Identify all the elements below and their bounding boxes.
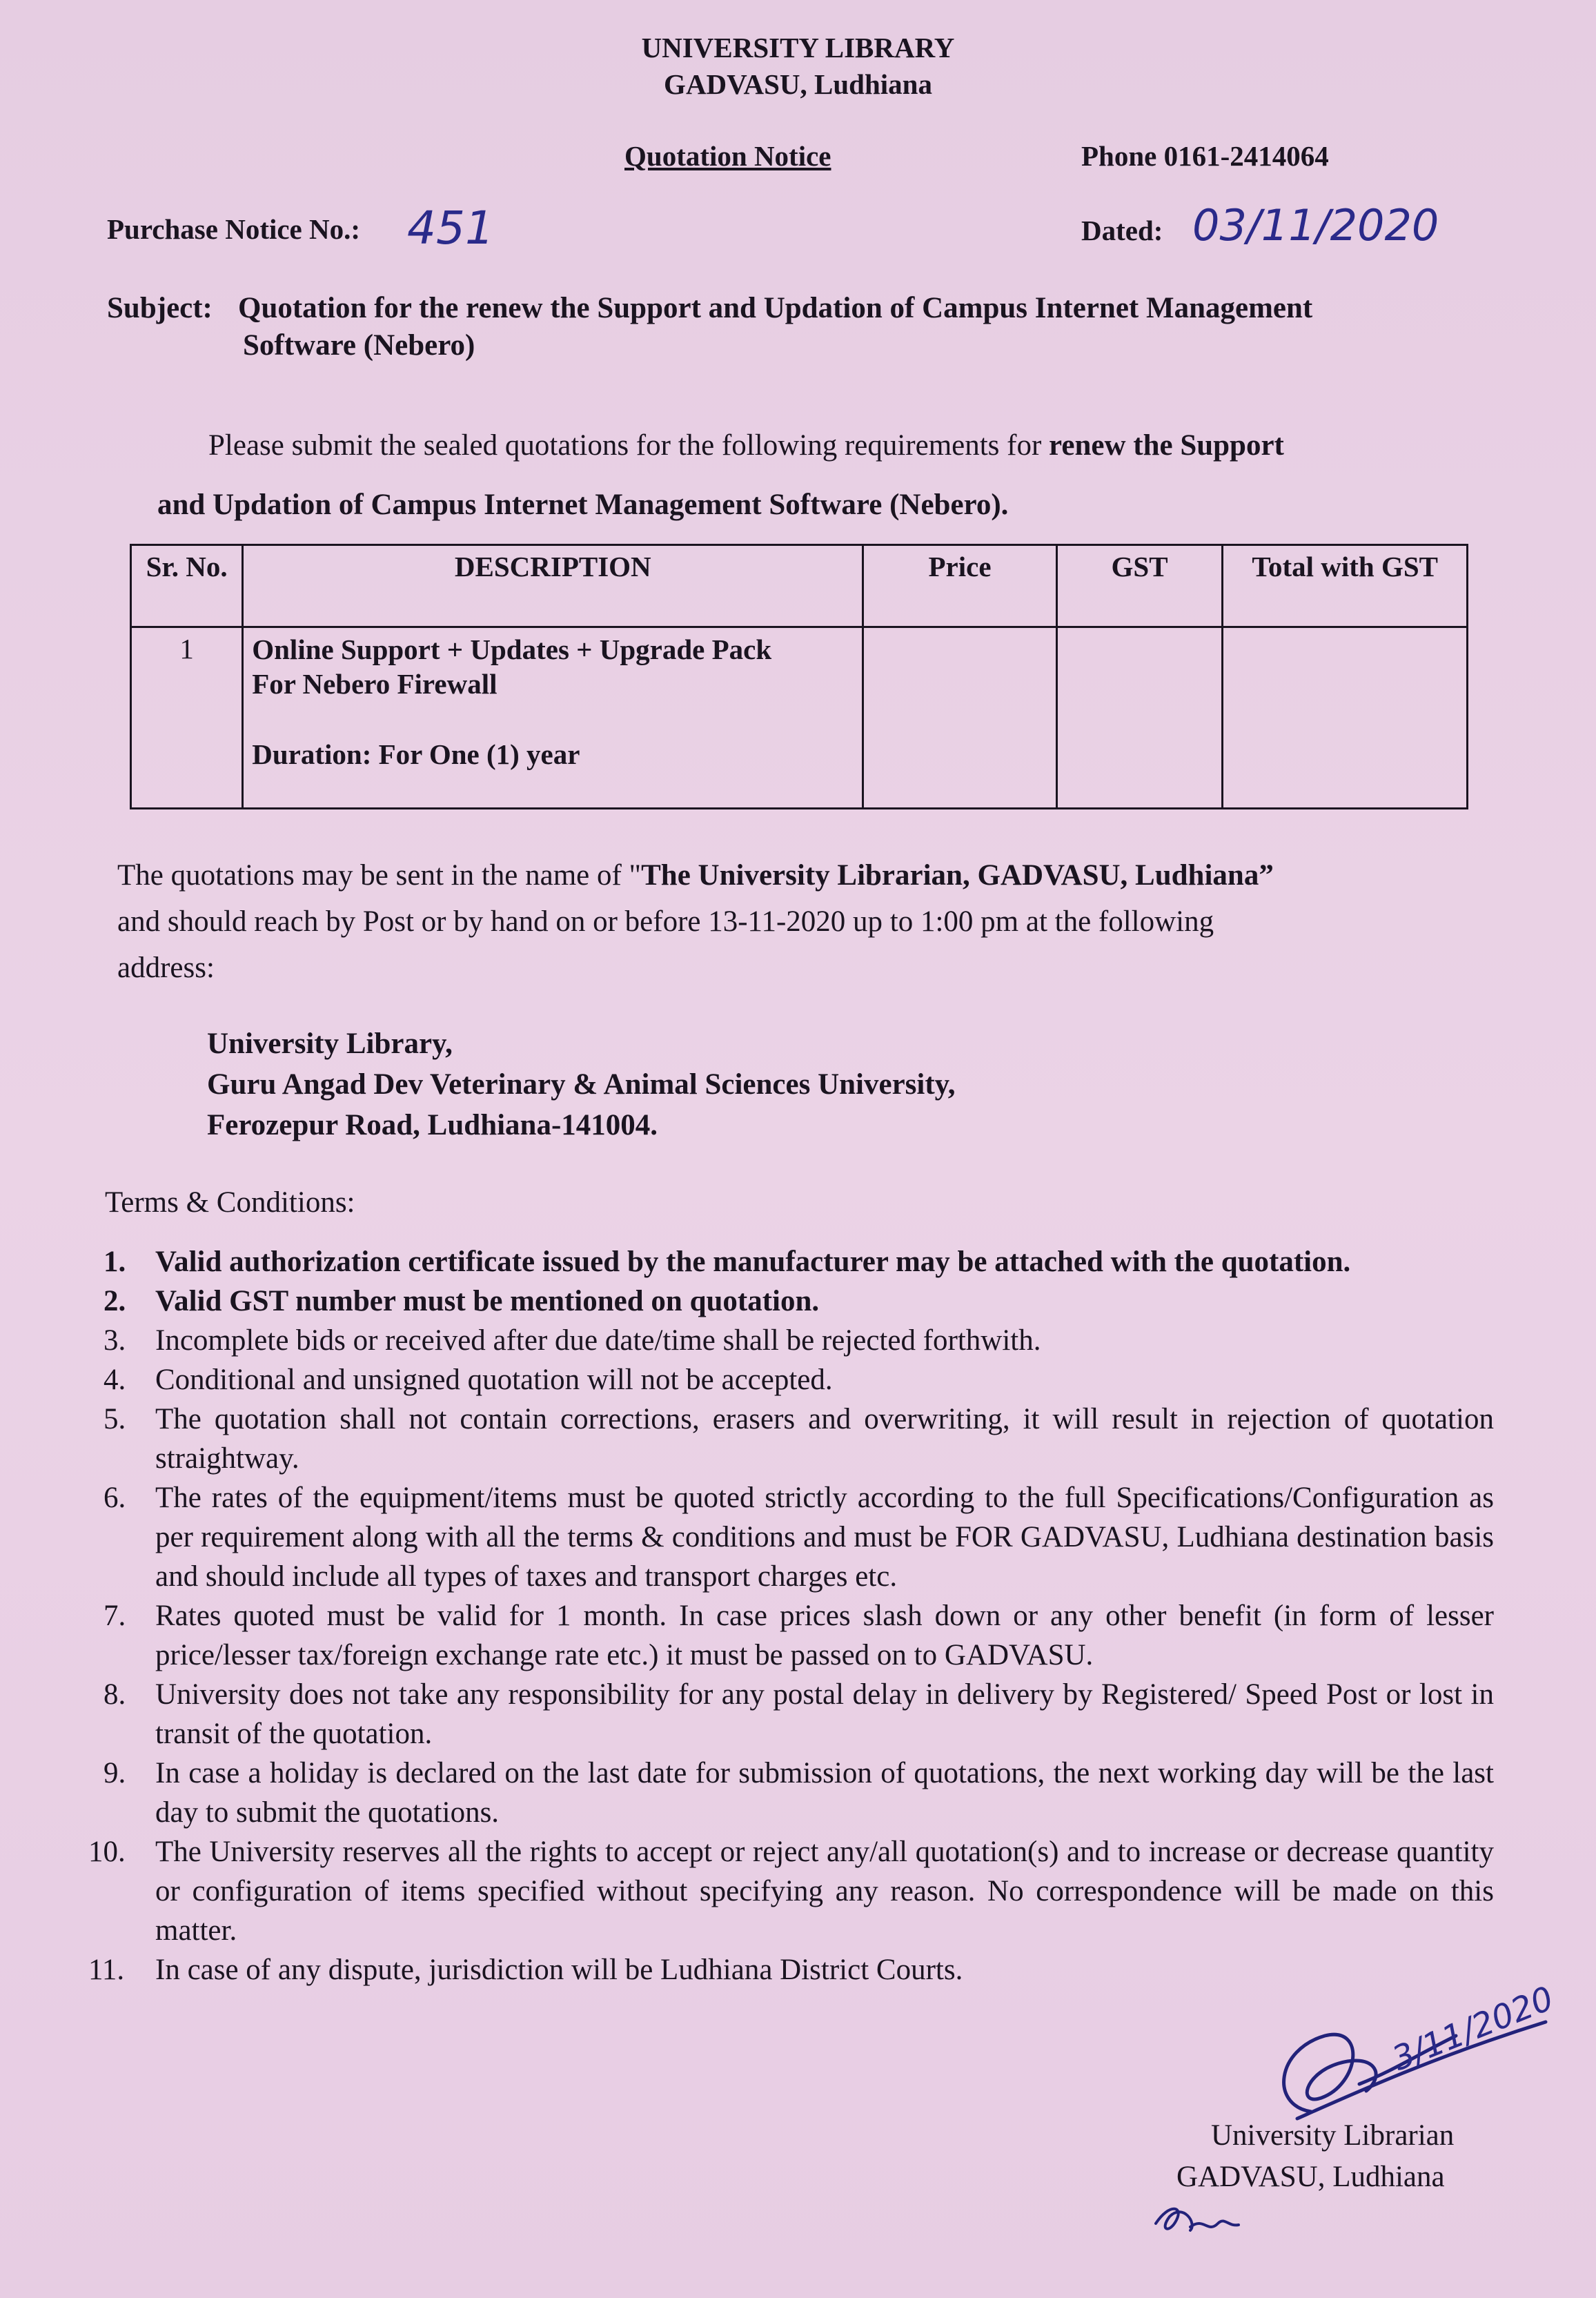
term-item [104,1360,1494,1400]
term-text: University does not take any responsibility for any postal delay in delivery by Registered/ Speed Post or lost in transit of the quotation. [155,1678,1494,1750]
header-total-with-gst: Total with GST [1223,545,1468,627]
submission-line-2: and should reach by Post or by hand on or before 13-11-2020 up to 1:00 pm at the following [117,905,1214,938]
term-text: The quotation shall not contain corrections, erasers and overwriting, it will result in rejection of quotation straightway. [155,1403,1494,1475]
term-text: Incomplete bids or received after due date/time shall be rejected forthwith. [155,1324,1041,1357]
term-text: In case a holiday is declared on the last date for submission of quotations, the next working day will be the last day to submit the quotations. [155,1757,1494,1829]
description-duration: Duration: For One (1) year [252,738,580,770]
term-text: In case of any dispute, jurisdiction will be Ludhiana District Courts. [155,1954,963,1986]
table-row [131,627,1468,809]
cell-total [1223,627,1468,809]
term-item [104,1321,1494,1360]
signature-date: 3/11/2020 [1387,1978,1559,2079]
term-text: Conditional and unsigned quotation will not be accepted. [155,1364,833,1396]
signatory-title: University Librarian [1211,2119,1455,2152]
term-number: 5. [104,1403,126,1435]
purchase-notice-number: 451 [407,202,494,255]
submission-line-3: address: [117,952,215,984]
header-description: DESCRIPTION [243,545,863,627]
submission-bold-name: The University Librarian, GADVASU, Ludhiana” [641,859,1274,892]
term-item [104,1281,1494,1321]
term-text: The University reserves all the rights to accept or reject any/all quotation(s) and to increase or decrease quantity or configuration of items specified without specifying any reason. No correspondence will be made on this matter. [155,1836,1494,1947]
requirements-table [130,544,1468,809]
term-text: Rates quoted must be valid for 1 month. In case prices slash down or any other benefit (in form of lesser price/lesser tax/foreign exchange rate etc.) it must be passed on to GADVASU. [155,1600,1494,1671]
dated-value: 03/11/2020 [1192,200,1439,251]
term-item [104,1675,1494,1754]
term-number: 10. [88,1836,126,1868]
intro-line-1 [208,424,1496,468]
intro-text: Please submit the sealed quotations for the following requirements for [208,429,1050,462]
subject-line-2: Software (Nebero) [243,329,475,362]
intro-line-2: and Updation of Campus Internet Management Software (Nebero). [157,489,1009,521]
signatory-organization: GADVASU, Ludhiana [1176,2161,1445,2193]
notice-title: Quotation Notice [624,140,831,172]
address-line-2: Guru Angad Dev Veterinary & Animal Sciences University, [207,1068,956,1101]
term-number: 8. [104,1678,126,1711]
term-item [104,1754,1494,1832]
library-location: GADVASU, Ludhiana [664,68,932,100]
term-item [104,1596,1494,1675]
term-number: 2. [104,1285,126,1317]
terms-list [88,1242,1494,1990]
term-number: 6. [104,1482,126,1514]
terms-title: Terms & Conditions: [105,1186,355,1219]
address-line-1: University Library, [207,1028,453,1060]
term-number: 9. [104,1757,126,1789]
table-header-row [131,545,1468,627]
subject-line-1: Quotation for the renew the Support and Updation of Campus Internet Management [238,292,1313,324]
term-item [88,1832,1494,1950]
term-item [88,1950,1494,1990]
term-number: 4. [104,1364,126,1396]
term-item [104,1400,1494,1478]
header-price: Price [863,545,1056,627]
term-number: 1. [104,1246,126,1278]
term-text: Valid authorization certificate issued by the manufacturer may be attached with the quotation. [155,1246,1351,1278]
term-number: 7. [104,1600,126,1632]
term-number: 11. [88,1954,125,1986]
intro-bold-text: renew the Support [1049,429,1284,462]
term-text: The rates of the equipment/items must be quoted strictly according to the full Specifications/Configuration as per requirement along with all the terms & conditions and must be FOR GADVASU, Ludhiana destination basis and should include all types of taxes and transport charges etc. [155,1482,1494,1593]
term-number: 3. [104,1324,126,1357]
purchase-notice-label: Purchase Notice No.: [107,213,361,245]
address-line-3: Ferozepur Road, Ludhiana-141004. [207,1109,658,1141]
cell-price [863,627,1056,809]
cell-description [243,627,863,809]
subject-label: Subject: [107,292,213,324]
header-sr-no: Sr. No. [131,545,243,627]
initials-scribble [1142,2196,1245,2244]
cell-sr: 1 [131,627,243,809]
term-item [104,1242,1494,1281]
submission-text: The quotations may be sent in the name of " [117,859,642,892]
submission-line-1 [117,858,1274,892]
dated-label: Dated: [1081,215,1163,246]
description-line-1: Online Support + Updates + Upgrade Pack [252,634,772,665]
description-line-2: For Nebero Firewall [252,668,497,700]
term-item [104,1478,1494,1596]
phone-number: Phone 0161-2414064 [1081,140,1329,172]
header-gst: GST [1056,545,1223,627]
cell-gst [1056,627,1223,809]
library-name: UNIVERSITY LIBRARY [641,32,955,63]
term-text: Valid GST number must be mentioned on quotation. [155,1285,820,1317]
